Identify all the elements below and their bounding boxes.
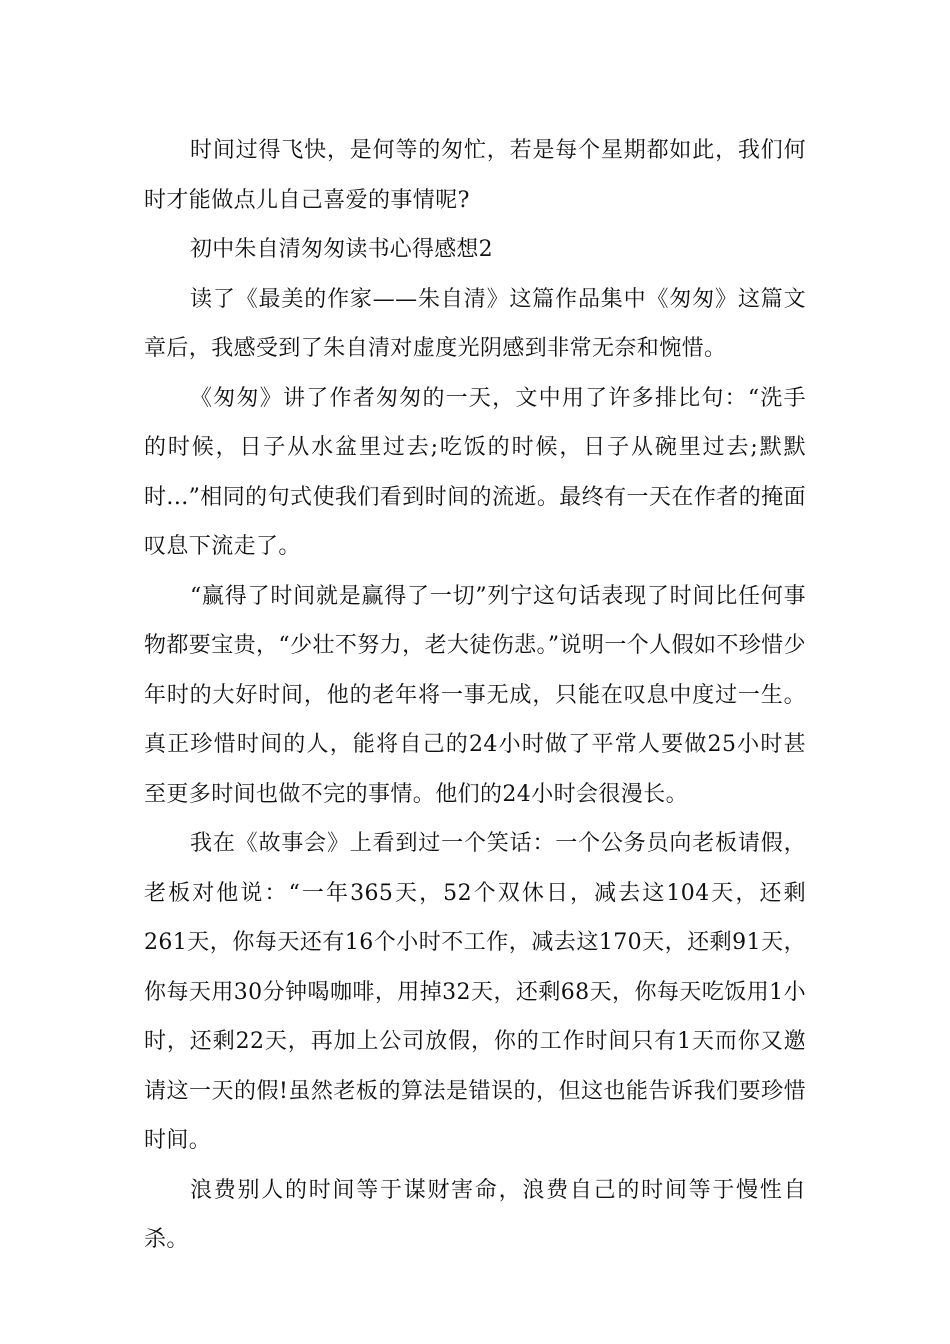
paragraph-5: 我在《故事会》上看到过一个笑话：一个公务员向老板请假，老板对他说：“一年365天，52个双休日，减去这104天，还剩261天，你每天还有16个小时不工作，减去这170天，还剩91天，你每天用30分钟喝咖啡，用掉32天，还剩68天，你每天吃饭用1小时，还剩22天，再加上公司放假，你的工作时间只有1天而你又邀请这一天的假!虽然老板的算法是错误的，但这也能告诉我们要珍惜时间。 (144, 831, 806, 1153)
paragraph-3: 《匆匆》讲了作者匆匆的一天，文中用了许多排比句：“洗手的时候，日子从水盆里过去;吃饭的时候，日子从碗里过去;默默时...”相同的句式使我们看到时间的流逝。最终有一天在作者的掩面叹息下流走了。 (144, 385, 806, 559)
section-heading: 初中朱自清匆匆读书心得感想2 (190, 237, 493, 262)
paragraph-6: 浪费别人的时间等于谋财害命，浪费自己的时间等于慢性自杀。 (144, 1177, 806, 1252)
paragraph-2: 读了《最美的作家——朱自清》这篇作品集中《匆匆》这篇文章后，我感受到了朱自清对虚度光阴感到非常无奈和惋惜。 (144, 286, 806, 361)
paragraph-1: 时间过得飞快，是何等的匆忙，若是每个星期都如此，我们何时才能做点儿自己喜爱的事情呢? (144, 138, 806, 213)
paragraph-4: “赢得了时间就是赢得了一切”列宁这句话表现了时间比任何事物都要宝贵，“少壮不努力，老大徒伤悲。”说明一个人假如不珍惜少年时的大好时间，他的老年将一事无成，只能在叹息中度过一生。真正珍惜时间的人，能将自己的24小时做了平常人要做25小时甚至更多时间也做不完的事情。他们的24小时会很漫长。 (144, 583, 806, 807)
document-body (144, 126, 806, 1265)
